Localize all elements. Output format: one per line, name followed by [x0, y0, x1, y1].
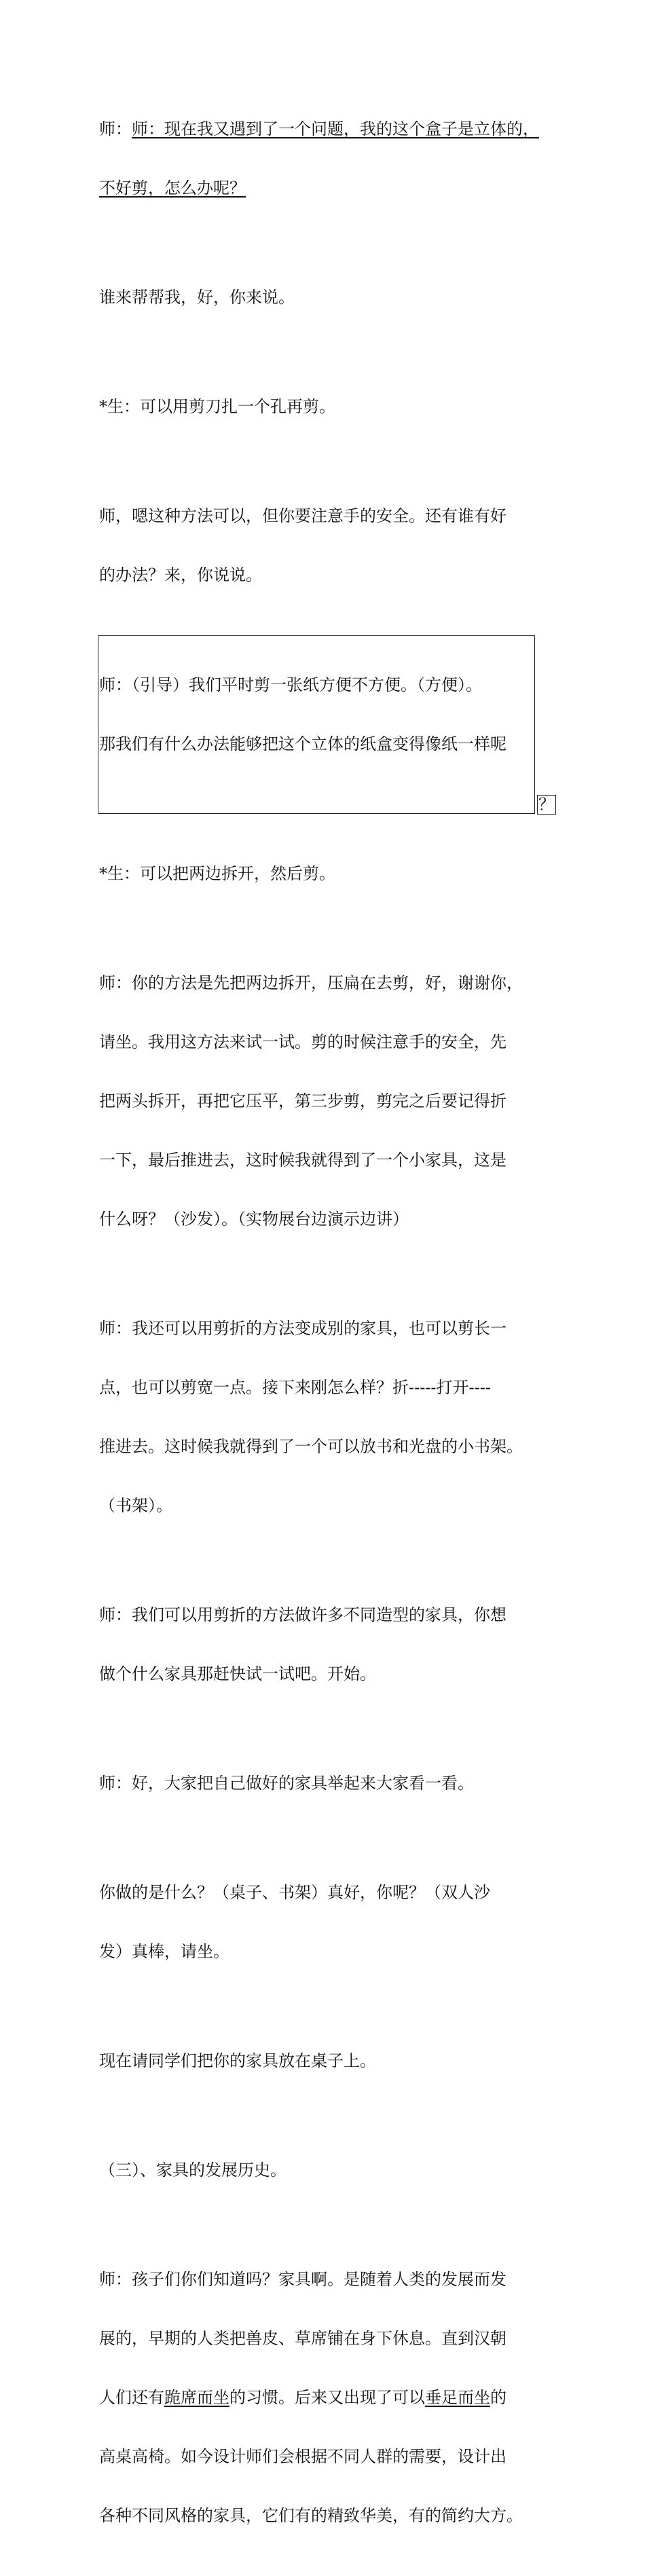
boxed-question-mark: ？ — [538, 794, 555, 814]
boxed-paragraph-guide — [98, 635, 555, 814]
text-line: 师，嗯这种方法可以，但你要注意手的安全。还有谁有好 — [99, 506, 506, 525]
text-line — [99, 179, 554, 198]
paragraph-teacher-show — [99, 1734, 554, 1833]
text-line: 高桌高椅。如今设计师们会根据不同人群的需要，设计出 — [99, 2447, 506, 2466]
text-segment: 人们还有 — [99, 2388, 164, 2407]
paragraph-what-made — [99, 1844, 554, 2001]
text-line: 那我们有什么办法能够把这个立体的纸盒变得像纸一样呢 — [99, 734, 506, 753]
paragraph-student-answer-2 — [99, 825, 554, 923]
text-line: 师：（引导）我们平时剪一张纸方便不方便。（方便）。 — [99, 675, 482, 694]
text-line: 各种不同风格的家具，它们有的精致华美，有的简约大方。 — [99, 2506, 523, 2525]
text-line: 点，也可以剪宽一点。接下来刚怎么样？折-----打开---- — [99, 1378, 491, 1397]
text-line: 推进去。这时候我就得到了一个可以放书和光盘的小书架。 — [99, 1437, 523, 1456]
section-heading-history — [99, 2121, 554, 2220]
text-line: 师：我还可以用剪折的方法变成别的家具，也可以剪长一 — [99, 1319, 506, 1338]
text-line: （三）、家具的发展历史。 — [99, 2161, 287, 2180]
text-line: 展的，早期的人类把兽皮、草席铺在身下休息。直到汉朝 — [99, 2329, 506, 2348]
text-line: 谁来帮帮我，好，你来说。 — [99, 288, 295, 307]
paragraph-student-answer-1 — [99, 358, 554, 456]
text-line: 什么呀？（沙发）。（实物展台边演示边讲） — [99, 1210, 409, 1229]
text-line: 师：你的方法是先把两边拆开，压扁在去剪，好，谢谢你， — [99, 973, 523, 992]
paragraph-history — [99, 2230, 554, 2565]
text-line: *生：可以把两边拆开，然后剪。 — [99, 864, 335, 883]
document-page — [99, 80, 554, 2576]
paragraph-teacher-try — [99, 1566, 554, 1723]
paragraph-teacher-bookshelf — [99, 1280, 554, 1555]
text-line: 发）真棒，请坐。 — [99, 1942, 229, 1961]
text-line: 师：我们可以用剪折的方法做许多不同造型的家具，你想 — [99, 1605, 506, 1624]
text-line: 把两头拆开，再把它压平，第三步剪，剪完之后要记得折 — [99, 1091, 506, 1110]
text-line: 做个什么家具那赶快试一试吧。开始。 — [99, 1664, 376, 1683]
speaker-label: 师： — [99, 119, 132, 138]
paragraph-teacher-safety — [99, 467, 554, 624]
text-line — [99, 2388, 554, 2408]
text-line: 师：好，大家把自己做好的家具举起来大家看一看。 — [99, 1774, 474, 1793]
underlined-term: 跪席而坐 — [164, 2388, 229, 2407]
text-line: （书架）。 — [99, 1496, 172, 1515]
text-line: 一下，最后推进去，这时候我就得到了一个小家具，这是 — [99, 1151, 506, 1170]
text-line: 现在请同学们把你的家具放在桌子上。 — [99, 2051, 376, 2070]
underlined-term: 垂足而坐 — [425, 2388, 490, 2407]
text-segment: 的 — [490, 2388, 506, 2407]
text-line: *生：可以用剪刀扎一个孔再剪。 — [99, 397, 335, 416]
underlined-text: 师：现在我又遇到了一个问题，我的这个盒子是立体的， — [132, 119, 539, 138]
paragraph-teacher-question — [99, 80, 554, 238]
text-line: 的办法？来，你说说。 — [99, 565, 262, 584]
paragraph-help — [99, 248, 554, 347]
text-line: 师：孩子们你们知道吗？家具啊。是随着人类的发展而发 — [99, 2270, 506, 2289]
paragraph-place-furniture — [99, 2012, 554, 2110]
text-line: 请坐。我用这方法来试一试。剪的时候注意手的安全，先 — [99, 1032, 506, 1051]
text-segment: 的习惯。后来又出现了可以 — [229, 2388, 425, 2407]
underlined-text: 不好剪，怎么办呢？ — [99, 179, 246, 198]
text-line — [99, 119, 554, 139]
text-line: 你做的是什么？（桌子、书架）真好，你呢？（双人沙 — [99, 1883, 490, 1902]
paragraph-teacher-method — [99, 934, 554, 1269]
